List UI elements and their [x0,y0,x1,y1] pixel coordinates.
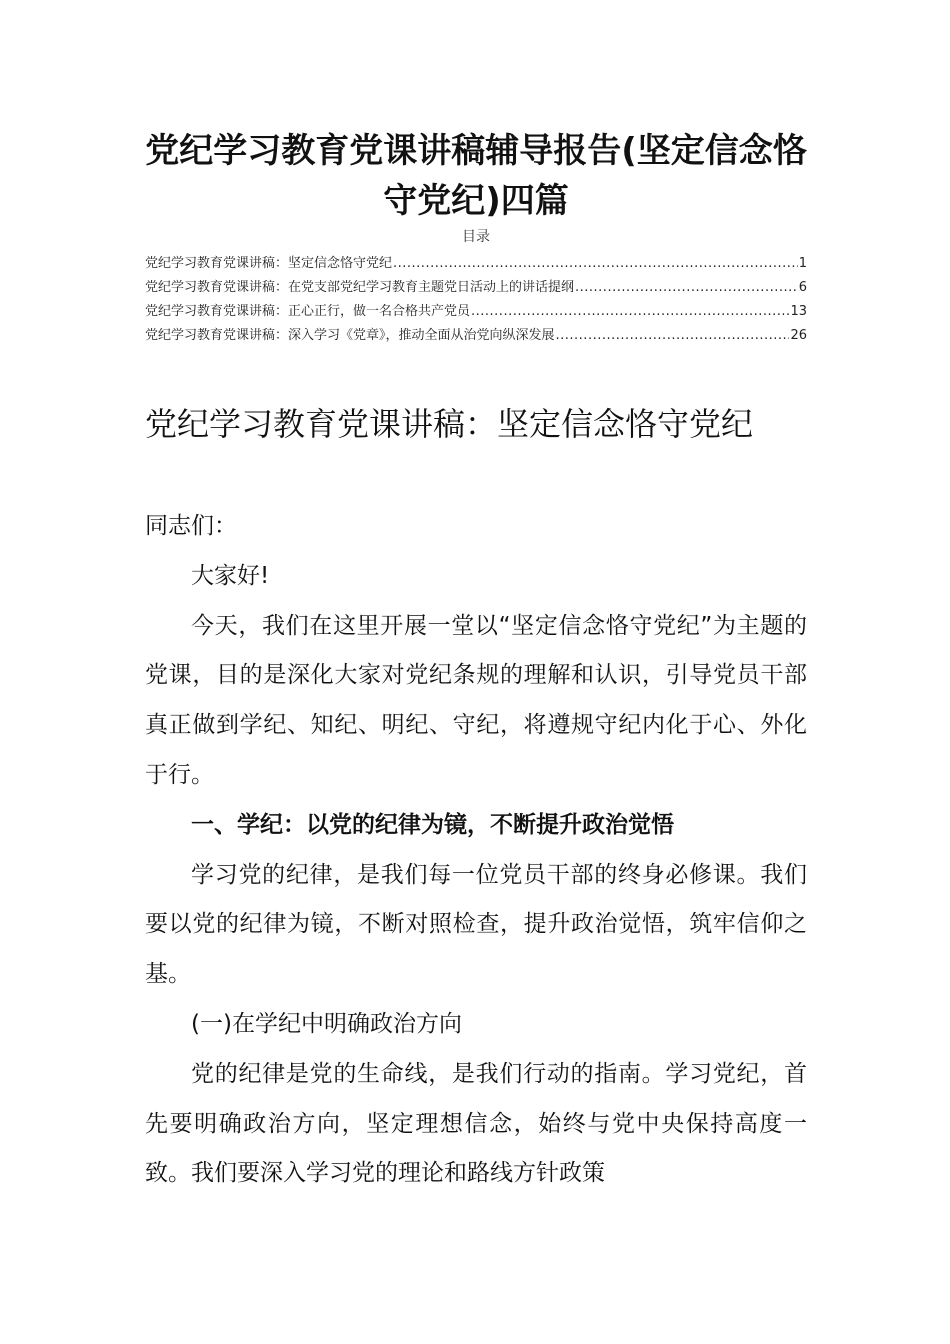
intro-paragraph: 今天，我们在这里开展一堂以“坚定信念恪守党纪”为主题的党课，目的是深化大家对党纪条规的理解和认识，引导党员干部真正做到学纪、知纪、明纪、守纪，将遵规守纪内化于心、外化于行。 [145,612,807,788]
body-text [145,502,807,1199]
toc-leader-dots [471,300,789,324]
table-of-contents [145,252,807,348]
toc-entry-page: 6 [798,280,807,295]
toc-entry-page: 1 [798,256,807,271]
document-page [145,0,807,1344]
toc-entry-title: 党纪学习教育党课讲稿：在党支部党纪学习教育主题党日活动上的讲话提纲 [145,280,575,295]
sub-heading: (一)在学纪中明确政治方向 [191,1010,462,1037]
body-paragraph: 学习党的纪律，是我们每一位党员干部的终身必修课。我们要以党的纪律为镜，不断对照检查，提升政治觉悟，筑牢信仰之基。 [145,861,807,988]
toc-heading: 目录 [462,229,490,245]
toc-leader-dots [575,276,798,300]
toc-entry-page: 13 [790,304,807,319]
toc-entry[interactable] [145,252,807,276]
toc-entry[interactable] [145,324,807,348]
salutation: 同志们： [145,513,237,539]
toc-entry[interactable] [145,276,807,300]
toc-entry[interactable] [145,300,807,324]
section-heading: 党纪学习教育党课讲稿：坚定信念恪守党纪 [145,405,754,443]
toc-entry-title: 党纪学习教育党课讲稿：正心正行，做一名合格共产党员 [145,304,471,319]
toc-leader-dots [393,252,798,276]
document-title: 党纪学习教育党课讲稿辅导报告(坚定信念恪守党纪)四篇 [145,131,807,221]
part-heading: 一、学纪：以党的纪律为镜，不断提升政治觉悟 [191,811,674,838]
toc-leader-dots [556,324,790,348]
toc-entry-page: 26 [790,328,807,343]
toc-entry-title: 党纪学习教育党课讲稿：深入学习《党章》，推动全面从治党向纵深发展 [145,328,555,343]
toc-entry-title: 党纪学习教育党课讲稿：坚定信念恪守党纪 [145,256,393,271]
greeting: 大家好! [191,562,270,589]
body-paragraph: 党的纪律是党的生命线，是我们行动的指南。学习党纪，首先要明确政治方向，坚定理想信念，始终与党中央保持高度一致。我们要深入学习党的理论和路线方针政策 [145,1060,807,1187]
